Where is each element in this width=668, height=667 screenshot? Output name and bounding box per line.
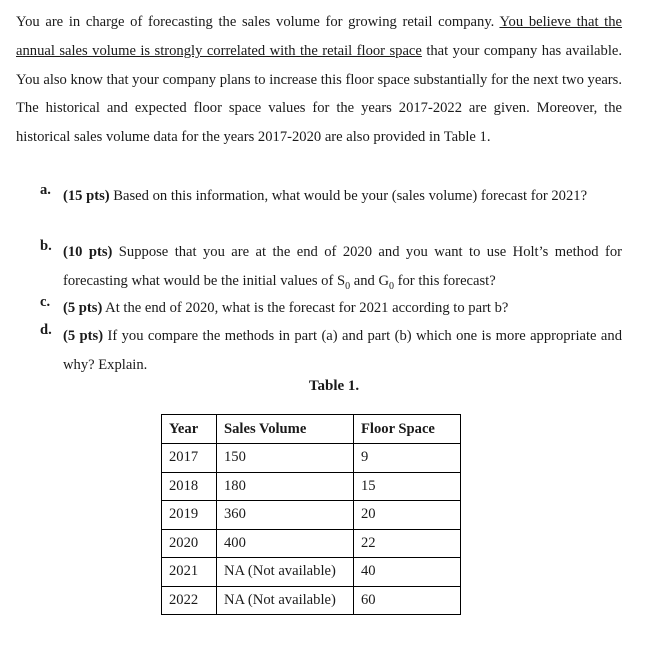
question-points: (15 pts)	[63, 188, 110, 204]
table-row	[162, 472, 461, 501]
cell-year: 2020	[162, 529, 217, 558]
cell-sales-volume: NA (Not available)	[217, 586, 354, 615]
cell-year: 2019	[162, 501, 217, 530]
column-header-sales-volume: Sales Volume	[217, 415, 354, 444]
cell-year: 2021	[162, 558, 217, 587]
cell-sales-volume: 180	[217, 472, 354, 501]
question-letter: a.	[40, 182, 51, 198]
table-row	[162, 529, 461, 558]
intro-paragraph	[16, 8, 622, 152]
column-header-year: Year	[162, 415, 217, 444]
intro-underlined-text: You believe that the annual sales volume is strongly correlated with the retail floor space	[16, 14, 623, 59]
cell-floor-space: 60	[354, 586, 461, 615]
subscript-zero: 0	[389, 280, 394, 292]
cell-sales-volume: 150	[217, 444, 354, 473]
table-header-row	[162, 415, 461, 444]
question-letter: c.	[40, 294, 51, 310]
intro-text-part2: that your company has available. You also know that your company plans to increase this floor space substantially for the next two years. The historical and expected floor space values for the years 2017-2022 are given. Moreover, the historical sales volume data for the years 2017-2020 are also provided in Table 1.	[16, 42, 622, 146]
cell-year: 2022	[162, 586, 217, 615]
cell-year: 2017	[162, 444, 217, 473]
question-letter: b.	[40, 238, 52, 254]
question-text: At the end of 2020, what is the forecast for 2021 according to part b?	[102, 300, 509, 316]
table-row	[162, 501, 461, 530]
column-header-floor-space: Floor Space	[354, 415, 461, 444]
cell-sales-volume: 400	[217, 529, 354, 558]
cell-sales-volume: NA (Not available)	[217, 558, 354, 587]
table-row	[162, 558, 461, 587]
question-points: (5 pts)	[63, 300, 103, 316]
table-row	[162, 586, 461, 615]
question-text: Based on this information, what would be your (sales volume) forecast for 2021?	[109, 188, 588, 204]
question-text-mid: and G	[350, 272, 389, 289]
question-body	[63, 322, 622, 380]
table-title: Table 1.	[308, 378, 360, 394]
question-body	[63, 182, 622, 211]
table-row	[162, 444, 461, 473]
question-text: Suppose that you are at the end of 2020 and you want to use Holt’s method for forecasting what would be the initial values of S	[63, 244, 622, 289]
question-body	[63, 238, 622, 302]
subscript-zero: 0	[345, 280, 351, 292]
cell-year: 2018	[162, 472, 217, 501]
cell-floor-space: 9	[354, 444, 461, 473]
cell-floor-space: 20	[354, 501, 461, 530]
data-table	[161, 414, 461, 615]
cell-floor-space: 22	[354, 529, 461, 558]
question-text-end: for this forecast?	[394, 272, 496, 289]
question-points: (10 pts)	[63, 244, 113, 260]
cell-floor-space: 40	[354, 558, 461, 587]
question-points: (5 pts)	[63, 328, 104, 344]
question-body	[63, 294, 622, 323]
cell-floor-space: 15	[354, 472, 461, 501]
question-text: If you compare the methods in part (a) and part (b) which one is more appropriate and why? Explain.	[63, 328, 622, 373]
intro-text-part1: You are in charge of forecasting the sales volume for growing retail company.	[16, 14, 500, 30]
cell-sales-volume: 360	[217, 501, 354, 530]
question-letter: d.	[40, 322, 52, 338]
